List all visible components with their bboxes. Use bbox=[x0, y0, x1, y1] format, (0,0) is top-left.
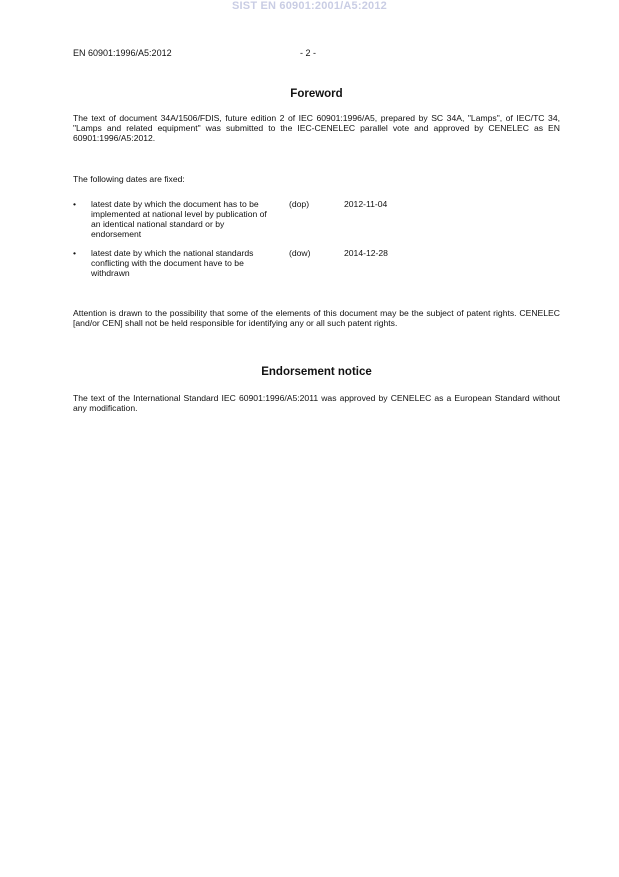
bullet-marker: • bbox=[73, 199, 77, 209]
date-row-dow bbox=[73, 248, 560, 280]
endorsement-paragraph: The text of the International Standard IEC 60901:1996/A5:2011 was approved by CENELEC as a European Standard without any modification. bbox=[73, 393, 560, 413]
date-value: 2012-11-04 bbox=[344, 199, 388, 209]
date-row-dop bbox=[73, 199, 560, 247]
attention-paragraph: Attention is drawn to the possibility that some of the elements of this document may be the subject of patent rights. CENELEC [and/or CEN] shall not be held responsible for identifying any or all such patent rights. bbox=[73, 308, 560, 328]
date-value: 2014-12-28 bbox=[344, 248, 388, 258]
endorsement-title: Endorsement notice bbox=[261, 366, 372, 378]
date-abbreviation: (dow) bbox=[289, 248, 311, 258]
dates-intro: The following dates are fixed: bbox=[73, 174, 185, 184]
page-number: - 2 - bbox=[300, 48, 317, 58]
foreword-title: Foreword bbox=[290, 88, 343, 100]
bullet-marker: • bbox=[73, 248, 77, 258]
foreword-intro-paragraph: The text of document 34A/1506/FDIS, future edition 2 of IEC 60901:1996/A5, prepared by SC 34A, "Lamps", of IEC/TC 34, "Lamps and related equipment" was submitted to the IEC-CENELEC parallel vote and approved by CENELEC as EN 60901:1996/A5:2012. bbox=[73, 113, 560, 143]
date-description: latest date by which the national standards conflicting with the document have to be withdrawn bbox=[91, 248, 254, 278]
date-abbreviation: (dop) bbox=[289, 199, 310, 209]
date-description: latest date by which the document has to be implemented at national level by publication of an identical national standard or by endorsement bbox=[91, 199, 267, 239]
watermark-text: SIST EN 60901:2001/A5:2012 bbox=[231, 0, 388, 12]
document-id: EN 60901:1996/A5:2012 bbox=[73, 48, 172, 58]
